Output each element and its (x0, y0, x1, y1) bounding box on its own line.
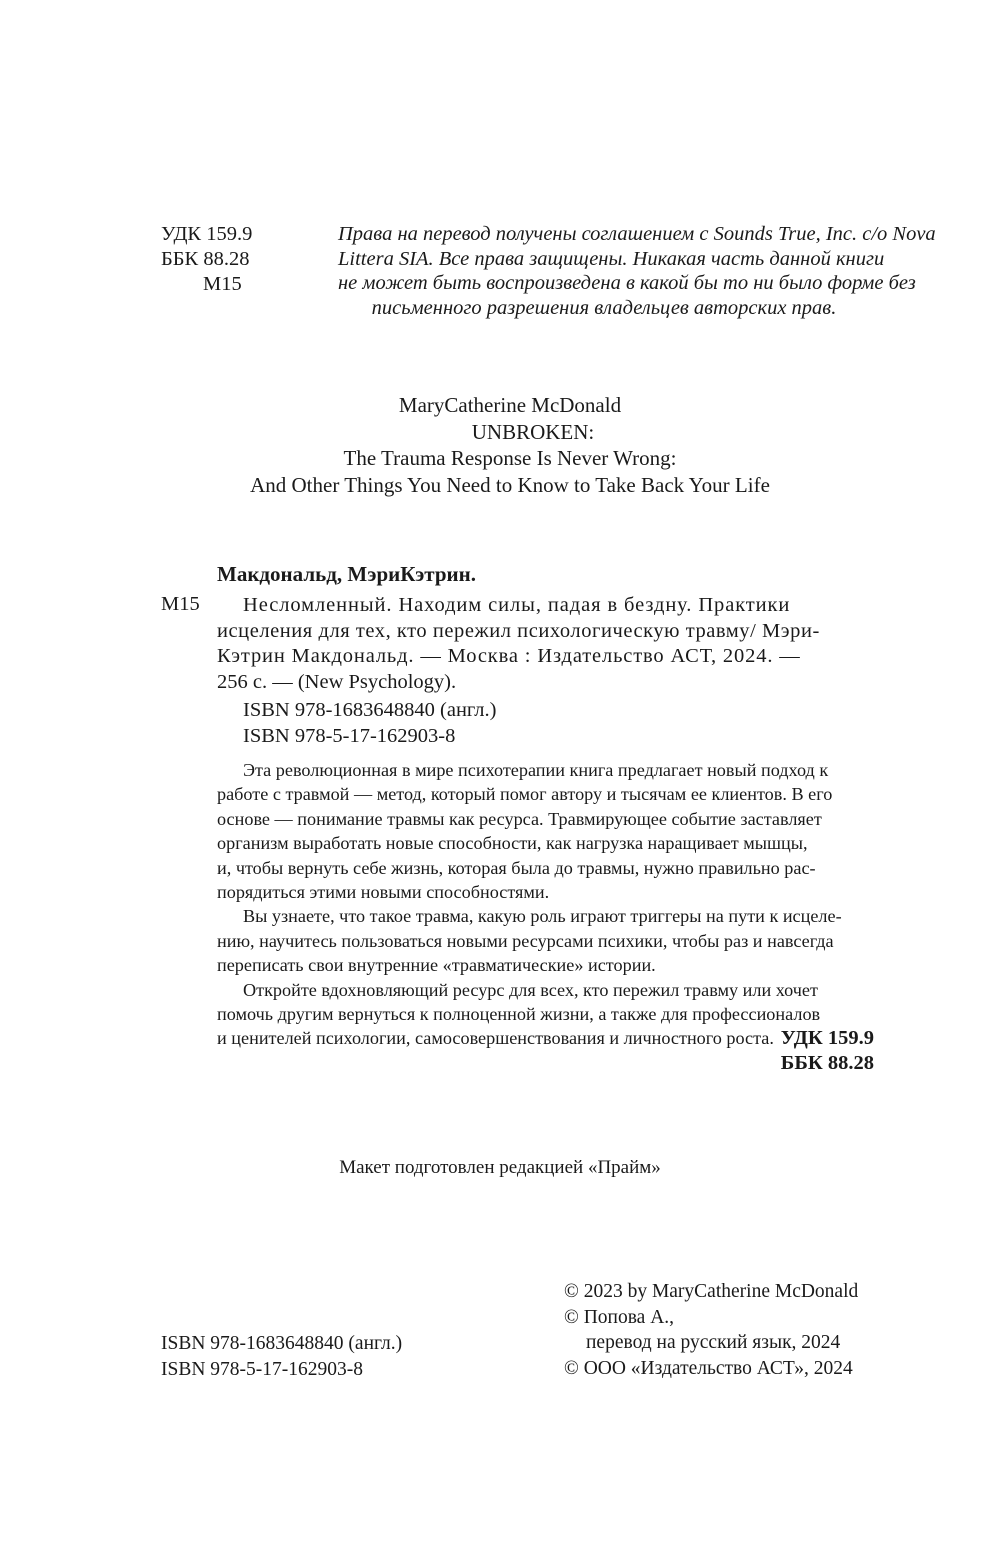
abstract-line: основе — понимание травмы как ресурса. Травмирующее событие заставляет (217, 808, 822, 829)
bbk-code: ББК 88.28 (780, 1051, 874, 1074)
author-mark: М15 (203, 273, 242, 295)
rights-line: не может быть воспроизведена в какой бы то ни было форме без (338, 272, 916, 294)
abstract-line: и, чтобы вернуть себе жизнь, которая была до травмы, нужно правильно рас- (217, 857, 816, 878)
rights-line: Права на перевод получены соглашением с Sounds True, Inc. c/o Nova (338, 223, 936, 245)
abstract-line: работе с травмой — метод, который помог автору и тысячам ее клиентов. В его (217, 784, 833, 805)
copyright-line: перевод на русский язык, 2024 (586, 1332, 841, 1353)
bib-line: исцеления для тех, кто пережил психологическую травму/ Мэри- (217, 619, 820, 642)
copyright-block (564, 1279, 858, 1381)
bbk-code: ББК 88.28 (161, 248, 250, 270)
copyright-line: © Попова А., (564, 1306, 675, 1328)
isbn-english: ISBN 978-1683648840 (англ.) (243, 699, 497, 721)
original-author: MaryCatherine McDonald (398, 393, 622, 417)
abstract-line: переписать свои внутренние «травматические» истории. (217, 955, 656, 976)
abstract (217, 758, 877, 1051)
bottom-isbn-list (161, 1331, 402, 1382)
bib-line: Несломленный. Находим силы, падая в бездну. Практики (243, 594, 791, 616)
rights-line: письменного разрешения владельцев авторских прав. (371, 296, 837, 319)
rights-line: Littera SIA. Все права защищены. Никакая часть данной книги (338, 247, 885, 270)
bib-line: 256 с. — (New Psychology). (217, 670, 457, 693)
abstract-line: Вы узнаете, что такое травма, какую роль играют триггеры на пути к исцеле- (243, 906, 842, 927)
original-subtitle-line: And Other Things You Need to Know to Take Back Your Life (250, 472, 770, 497)
bottom-classification-codes (781, 1026, 874, 1075)
abstract-line: нию, научитесь пользоваться новыми ресурсами психики, чтобы раз и навсегда (217, 930, 834, 951)
copyright-line: © ООО «Издательство АСТ», 2024 (564, 1357, 853, 1379)
layout-credit: Макет подготовлен редакцией «Прайм» (339, 1157, 661, 1178)
abstract-line: Эта революционная в мире психотерапии книга предлагает новый подход к (243, 760, 829, 780)
bib-description-cont (217, 619, 875, 696)
rights-notice (338, 222, 936, 320)
original-title: UNBROKEN: (471, 419, 595, 444)
top-classification-codes (161, 222, 252, 297)
abstract-line: организм выработать новые способности, как нагрузка наращивает мышцы, (217, 833, 808, 854)
abstract-line: Откройте вдохновляющий ресурс для всех, кто пережил травму или хочет (243, 979, 818, 1000)
bib-line: Кэтрин Макдональд. — Москва : Издательство АСТ, 2024. — (217, 645, 801, 667)
isbn-russian: ISBN 978-5-17-162903-8 (161, 1358, 364, 1380)
abstract-line: порядиться этими новыми способностями. (217, 882, 550, 903)
bib-author-mark: М15 (161, 593, 200, 615)
abstract-line: помочь другим вернуться к полноценной жизни, а также для профессионалов (217, 1004, 821, 1025)
copyright-line: © 2023 by MaryCatherine McDonald (564, 1281, 859, 1302)
abstract-line: и ценителей психологии, самосовершенствования и личностного роста. (217, 1028, 774, 1049)
bib-author-heading: Макдональд, МэриКэтрин. (217, 562, 476, 586)
bib-isbn-list (243, 698, 496, 749)
original-subtitle-line: The Trauma Response Is Never Wrong: (343, 446, 677, 470)
original-edition (100, 392, 920, 498)
udk-code: УДК 159.9 (780, 1027, 874, 1049)
isbn-english: ISBN 978-1683648840 (англ.) (161, 1333, 403, 1354)
bib-description (243, 593, 875, 619)
isbn-russian: ISBN 978-5-17-162903-8 (243, 724, 456, 747)
udk-code: УДК 159.9 (161, 223, 253, 245)
